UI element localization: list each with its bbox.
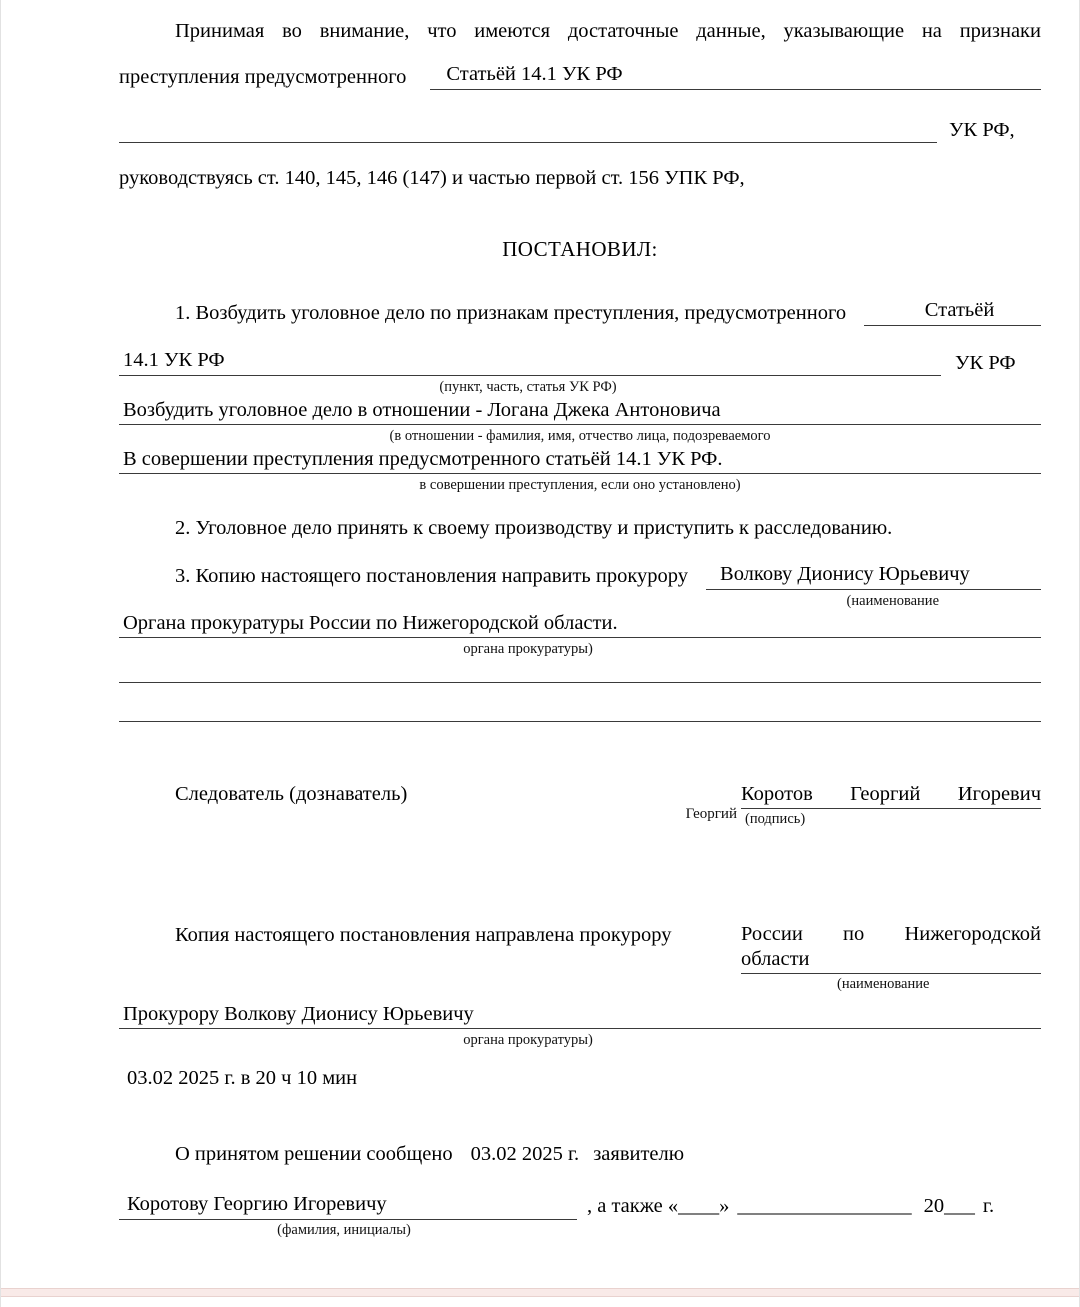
notified-recipient-caption: (фамилия, инициалы) xyxy=(277,1221,411,1238)
item2-text: 2. Уголовное дело принять к своему производству и приступить к расследованию. xyxy=(175,517,893,540)
intro-line-3-suffix: УК РФ, xyxy=(949,119,1015,141)
copy-sent-org-part1: России xyxy=(741,922,803,945)
investigator-name-part2: Георгий xyxy=(850,783,921,806)
investigator-name-part1: Коротов xyxy=(741,783,813,806)
item3-row xyxy=(119,562,1041,590)
investigator-block xyxy=(119,782,1041,828)
notified-recipient-field[interactable]: Коротову Георгию Игоревичу xyxy=(119,1192,577,1220)
copy-sent-org-field[interactable] xyxy=(741,922,1041,974)
notified-month-blank[interactable]: _________________ xyxy=(737,1195,912,1218)
intro-line-2-row xyxy=(119,62,1041,90)
prosecutor-org-field[interactable]: Органа прокуратуры России по Нижегородской области. xyxy=(119,611,1041,638)
copy-sent-org-part3: Нижегородской xyxy=(904,922,1041,945)
crime-field[interactable]: В совершении преступления предусмотренного статьёй 14.1 УК РФ. xyxy=(119,447,1041,474)
notified-quote-close: » xyxy=(719,1195,730,1218)
item1-text: 1. Возбудить уголовное дело по признакам преступления, предусмотренного xyxy=(175,302,847,325)
notified-year-prefix: 20 xyxy=(923,1195,945,1218)
item3-text: 3. Копию настоящего постановления направить прокурору xyxy=(175,565,689,588)
investigator-name-part3: Игоревич xyxy=(957,783,1042,806)
prosecutor-org-caption: органа прокуратуры) xyxy=(463,641,593,658)
resolution-heading: ПОСТАНОВИЛ: xyxy=(502,237,658,262)
article-field-intro[interactable]: Статьёй 14.1 УК РФ xyxy=(430,62,1041,90)
copy-sent-text: Копия настоящего постановления направлена прокурору xyxy=(175,923,672,946)
notified-year-suffix: г. xyxy=(982,1195,995,1218)
investigator-label: Следователь (дознаватель) xyxy=(175,783,408,806)
article-field-item1[interactable]: Статьёй xyxy=(864,298,1041,326)
document-body xyxy=(119,0,1041,1238)
intro-line-4: руководствуясь ст. 140, 145, 146 (147) и частью первой ст. 156 УПК РФ, xyxy=(119,167,745,190)
investigator-handwritten-signature: Георгий xyxy=(685,805,737,822)
investigator-signature-caption: (подпись) xyxy=(745,811,806,828)
item1-row xyxy=(119,298,1041,326)
item1-suffix: УК РФ xyxy=(955,352,1016,375)
notified-recipient-label: заявителю xyxy=(593,1143,685,1166)
notified-year-blank[interactable]: ___ xyxy=(944,1195,975,1218)
investigator-name-field[interactable] xyxy=(741,782,1041,809)
item3-caption-row xyxy=(119,593,1041,610)
copy-sent-prosecutor-caption: органа прокуратуры) xyxy=(463,1032,593,1049)
notified-tail-comma: , а также « xyxy=(587,1195,679,1218)
notified-row xyxy=(119,1141,1041,1167)
intro-line-3-row xyxy=(119,116,1041,143)
item1-continued-row xyxy=(119,348,1041,376)
copy-sent-org-part2: по xyxy=(843,922,865,945)
article-field-item1-continued[interactable]: 14.1 УК РФ xyxy=(119,348,941,376)
notified-day-blank[interactable]: ____ xyxy=(678,1195,720,1218)
intro-line-1: Принимая во внимание, что имеются достаточные данные, указывающие на признаки xyxy=(175,20,1041,42)
suspect-field[interactable]: Возбудить уголовное дело в отношении - Логана Джека Антоновича xyxy=(119,398,1041,425)
item1-caption: (пункт, часть, статья УК РФ) xyxy=(439,379,617,396)
page-break-band xyxy=(1,1288,1079,1297)
copy-sent-datetime: 03.02 2025 г. в 20 ч 10 мин xyxy=(127,1067,358,1090)
article-field-intro-continued[interactable] xyxy=(119,116,937,143)
notified-recipient-row xyxy=(119,1192,1041,1220)
suspect-caption: (в отношении - фамилия, имя, отчество лица, подозреваемого xyxy=(389,428,771,445)
prosecutor-field-item3[interactable]: Волкову Дионису Юрьевичу xyxy=(706,562,1041,590)
item3-caption: (наименование xyxy=(846,592,939,609)
copy-sent-org-part4: области xyxy=(741,947,810,970)
crime-caption: в совершении преступления, если оно установлено) xyxy=(419,476,741,493)
copy-sent-org-caption: (наименование xyxy=(837,975,930,992)
notified-date[interactable]: 03.02 2025 г. xyxy=(470,1143,580,1166)
copy-sent-block xyxy=(119,922,1041,993)
intro-line-2-label: преступления предусмотренного xyxy=(119,66,407,88)
copy-sent-prosecutor-field[interactable]: Прокурору Волкову Дионису Юрьевичу xyxy=(119,1002,1041,1029)
notified-text: О принятом решении сообщено xyxy=(175,1143,453,1166)
